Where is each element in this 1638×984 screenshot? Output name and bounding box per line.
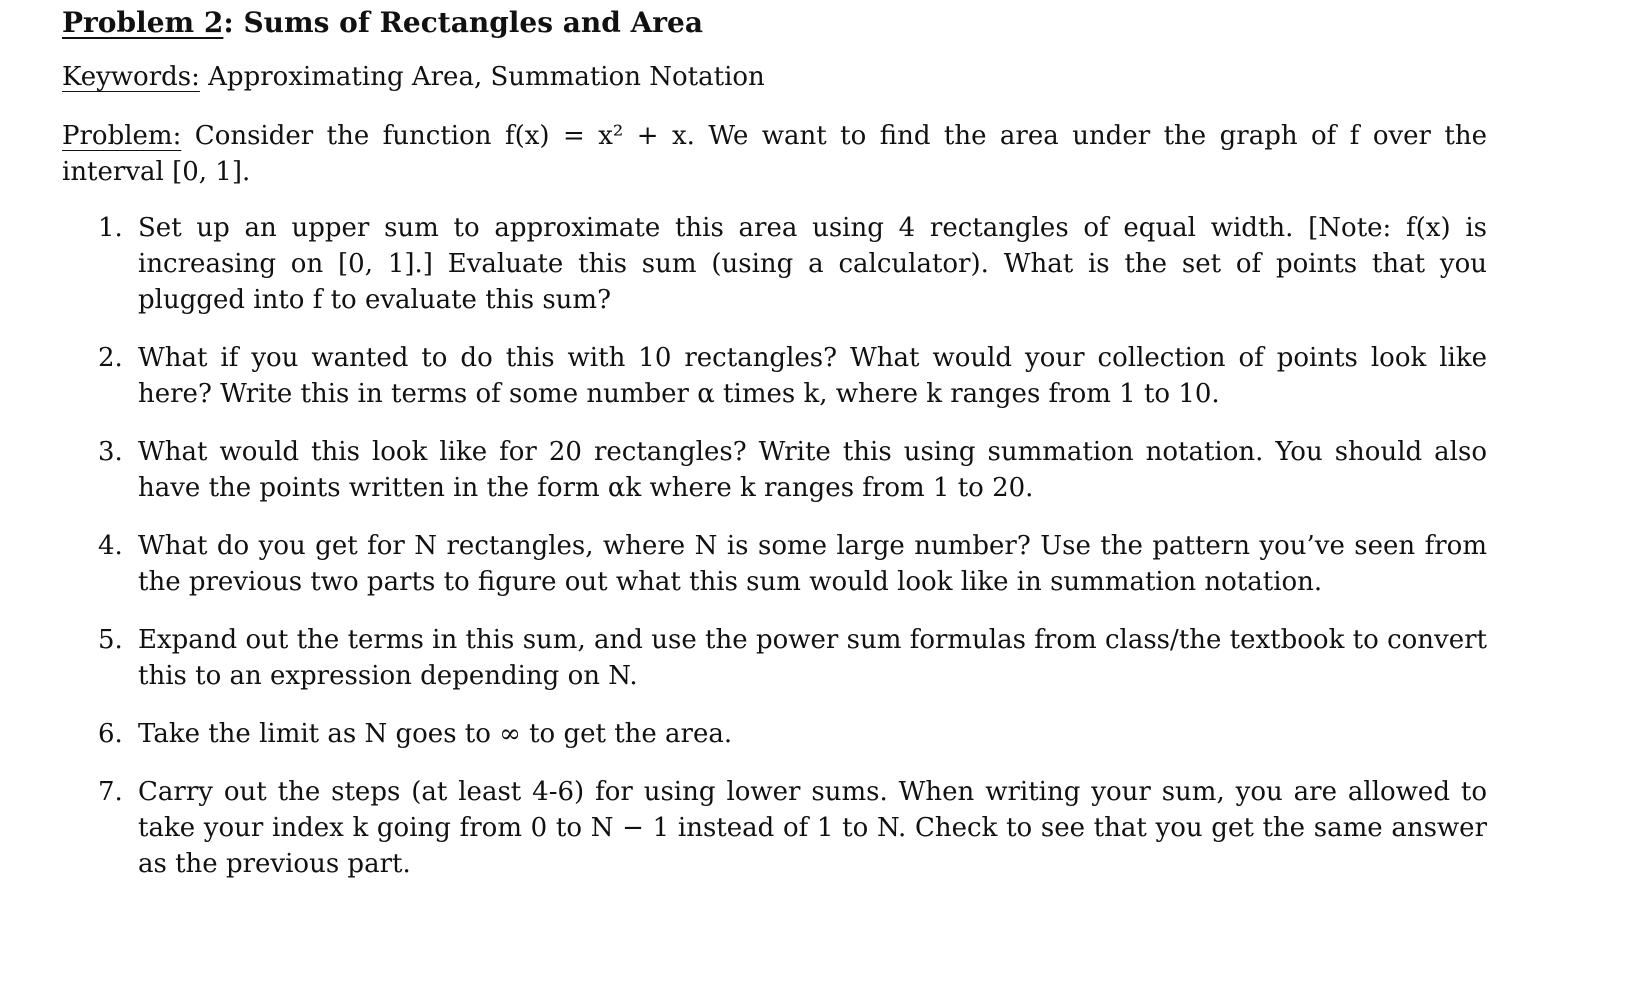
question-text: What if you wanted to do this with 10 rectangles? What would your collection of points look like here? Write this in terms of some number α times k, where k ranges from 1 to 10. xyxy=(138,343,1487,409)
question-number: 3. xyxy=(98,437,123,467)
problem-text: Consider the function f(x) = x² + x. We want to find the area under the graph of f over the interval [0, 1]. xyxy=(62,121,1488,187)
question-text: What would this look like for 20 rectangles? Write this using summation notation. You should also have the points written in the form αk where k ranges from 1 to 20. xyxy=(138,437,1487,503)
question-item-4 xyxy=(62,528,1487,600)
question-list xyxy=(62,210,1487,904)
question-number: 2. xyxy=(98,343,123,373)
problem-title-rest: : Sums of Rectangles and Area xyxy=(223,6,704,39)
question-item-3 xyxy=(62,434,1487,506)
question-item-7 xyxy=(62,774,1487,882)
question-item-1 xyxy=(62,210,1487,318)
question-text: Carry out the steps (at least 4-6) for using lower sums. When writing your sum, you are allowed to take your index k going from 0 to N − 1 instead of 1 to N. Check to see that you get the same answer as the previous part. xyxy=(138,777,1487,879)
question-number: 5. xyxy=(98,625,123,655)
question-number: 6. xyxy=(98,719,123,749)
question-item-5 xyxy=(62,622,1487,694)
question-number: 1. xyxy=(98,213,123,243)
keywords-line xyxy=(62,62,765,92)
question-text: What do you get for N rectangles, where N is some large number? Use the pattern you’ve seen from the previous two parts to figure out what this sum would look like in summation notation. xyxy=(138,531,1487,597)
keywords-text: Approximating Area, Summation Notation xyxy=(208,62,765,92)
question-item-2 xyxy=(62,340,1487,412)
problem-statement xyxy=(62,118,1487,190)
problem-title-label: Problem 2 xyxy=(62,6,224,39)
question-text: Expand out the terms in this sum, and use the power sum formulas from class/the textbook to convert this to an expression depending on N. xyxy=(138,625,1487,691)
problem-label: Problem: xyxy=(62,121,182,151)
question-text: Set up an upper sum to approximate this area using 4 rectangles of equal width. [Note: f(x) is increasing on [0, 1].] Evaluate this sum (using a calculator). What is the set of points that you plugged into f to evaluate this sum? xyxy=(138,213,1487,315)
question-number: 7. xyxy=(98,777,123,807)
problem-title xyxy=(62,6,703,39)
keywords-label: Keywords: xyxy=(62,62,200,92)
question-number: 4. xyxy=(98,531,123,561)
question-item-6 xyxy=(62,716,1487,752)
question-text: Take the limit as N goes to ∞ to get the area. xyxy=(138,719,733,749)
